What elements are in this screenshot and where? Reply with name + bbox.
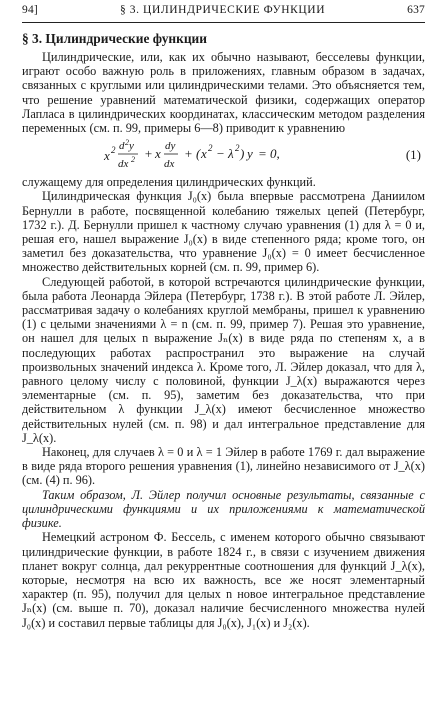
paragraph-euler-summary: Таким образом, Л. Эйлер получил основные результаты, связанные с цилиндрическими функциями и их приложениями к математической физике. xyxy=(22,487,425,531)
svg-text:λ: λ xyxy=(227,146,234,162)
svg-text:dy: dy xyxy=(164,140,175,153)
svg-text:(: ( xyxy=(195,146,200,162)
equation-formula xyxy=(104,136,344,174)
paragraph-bernoulli: Цилиндрическая функция J₀(x) была впервые рассмотрена Даниилом Бернулли в работе, посвященной колебанию тяжелых цепей (Петербург, 1732 г.). Д. Бернулли пришел к частному случаю уравнения (1) для λ = 0 и, решая его, нашел выражение J₀(x) в виде степенного ряда; кроме того, он заметил без доказательства, что уравнение J₀(x) = 0 имеет бесчисленное множество действительных корней (см. п. 99, пример 6). xyxy=(22,189,425,275)
equation-number: (1) xyxy=(405,147,421,163)
page-number-right: 637 xyxy=(407,4,425,16)
svg-text:x: x xyxy=(154,146,161,162)
svg-text:dx: dx xyxy=(163,158,174,171)
svg-text:2: 2 xyxy=(207,143,212,154)
page-number-left: 94] xyxy=(22,4,38,16)
svg-text:x: x xyxy=(103,148,110,164)
svg-text:d: d xyxy=(118,140,124,153)
section-heading: § 3. Цилиндрические функции xyxy=(22,31,207,46)
paragraph-euler: Следующей работой, в которой встречаются цилиндрические функции, была работа Леонарда Эйлера (Петербург, 1738 г.). В этой работе Л. Эйлер, рассматривая задачу о колебаниях круглой мембраны, пришел к уравнению (1) с целыми значениями λ = n (см. п. 99, пример 7). Решая это уравнение, он нашел для целых n выражение Jₙ(x) в виде ряда по степеням x, а в последующих работах распространил это выражение на случай произвольных значений индекса λ. Кроме того, Л. Эйлер доказал, что для λ, равного целому числу с половиной, функции J_λ(x) выражаются через элементарные (см. п. 95), заметим без доказательства, что при действительном λ функции J_λ(x) имеют бесчисленное множество действительных нулей (см. п. 98) и дал интегральное представление для J_λ(x). xyxy=(22,274,425,445)
svg-text:y: y xyxy=(128,140,134,153)
svg-text:dx: dx xyxy=(117,158,128,171)
paragraph-intro: Цилиндрические, или, как их обычно называют, бесселевы функции, играют особо важную роль в приложениях, главным образом в задачах, связанных с круглыми или цилиндрическими телами. Это объясняется тем, что решение уравнений математической физики, содержащих оператор Лапласа в цилиндрических координатах, классическим методом разделения переменных (см. п. 99, примеры 6—8) приводит к уравнению xyxy=(22,50,425,136)
running-title: § 3. ЦИЛИНДРИЧЕСКИЕ ФУНКЦИИ xyxy=(119,4,326,16)
svg-text:2: 2 xyxy=(130,155,135,165)
svg-text:y: y xyxy=(246,146,253,162)
header-rule xyxy=(22,22,425,23)
paragraph-intro-continued: служащему для определения цилиндрических функций. xyxy=(22,175,316,190)
svg-text:−: − xyxy=(215,146,225,162)
svg-text:2: 2 xyxy=(234,143,239,154)
svg-text:x: x xyxy=(200,146,207,162)
svg-text:=: = xyxy=(257,146,267,162)
svg-text:): ) xyxy=(239,146,244,162)
svg-text:2: 2 xyxy=(124,138,129,148)
paragraph-bessel: Немецкий астроном Ф. Бессель, с именем которого обычно связывают цилиндрические функции, в работе 1824 г., в связи с изучением движения планет вокруг солнца, дал рекуррентные соотношения для функций J_λ(x), которые, несмотря на всю их важность, все же носят элементарный характер (п. 95), получил для целых n новое интегральное представление Jₙ(x) (см. выше п. 70), доказал наличие бесчисленного множества нулей J₀(x) и составил первые таблицы для J₀(x), J₁(x) и J₂(x). xyxy=(22,530,425,630)
svg-text:2: 2 xyxy=(110,145,115,156)
bessel-equation xyxy=(22,135,425,175)
paragraph-euler-second-solution: Наконец, для случаев λ = 0 и λ = 1 Эйлер в работе 1769 г. дал выражение в виде ряда второго решения уравнения (1), линейно независимого от J_λ(x) (см. (4) п. 96). xyxy=(22,445,425,488)
running-header xyxy=(22,4,425,20)
svg-text:0,: 0, xyxy=(269,146,280,162)
svg-text:+: + xyxy=(143,146,153,162)
svg-text:+: + xyxy=(183,146,193,162)
